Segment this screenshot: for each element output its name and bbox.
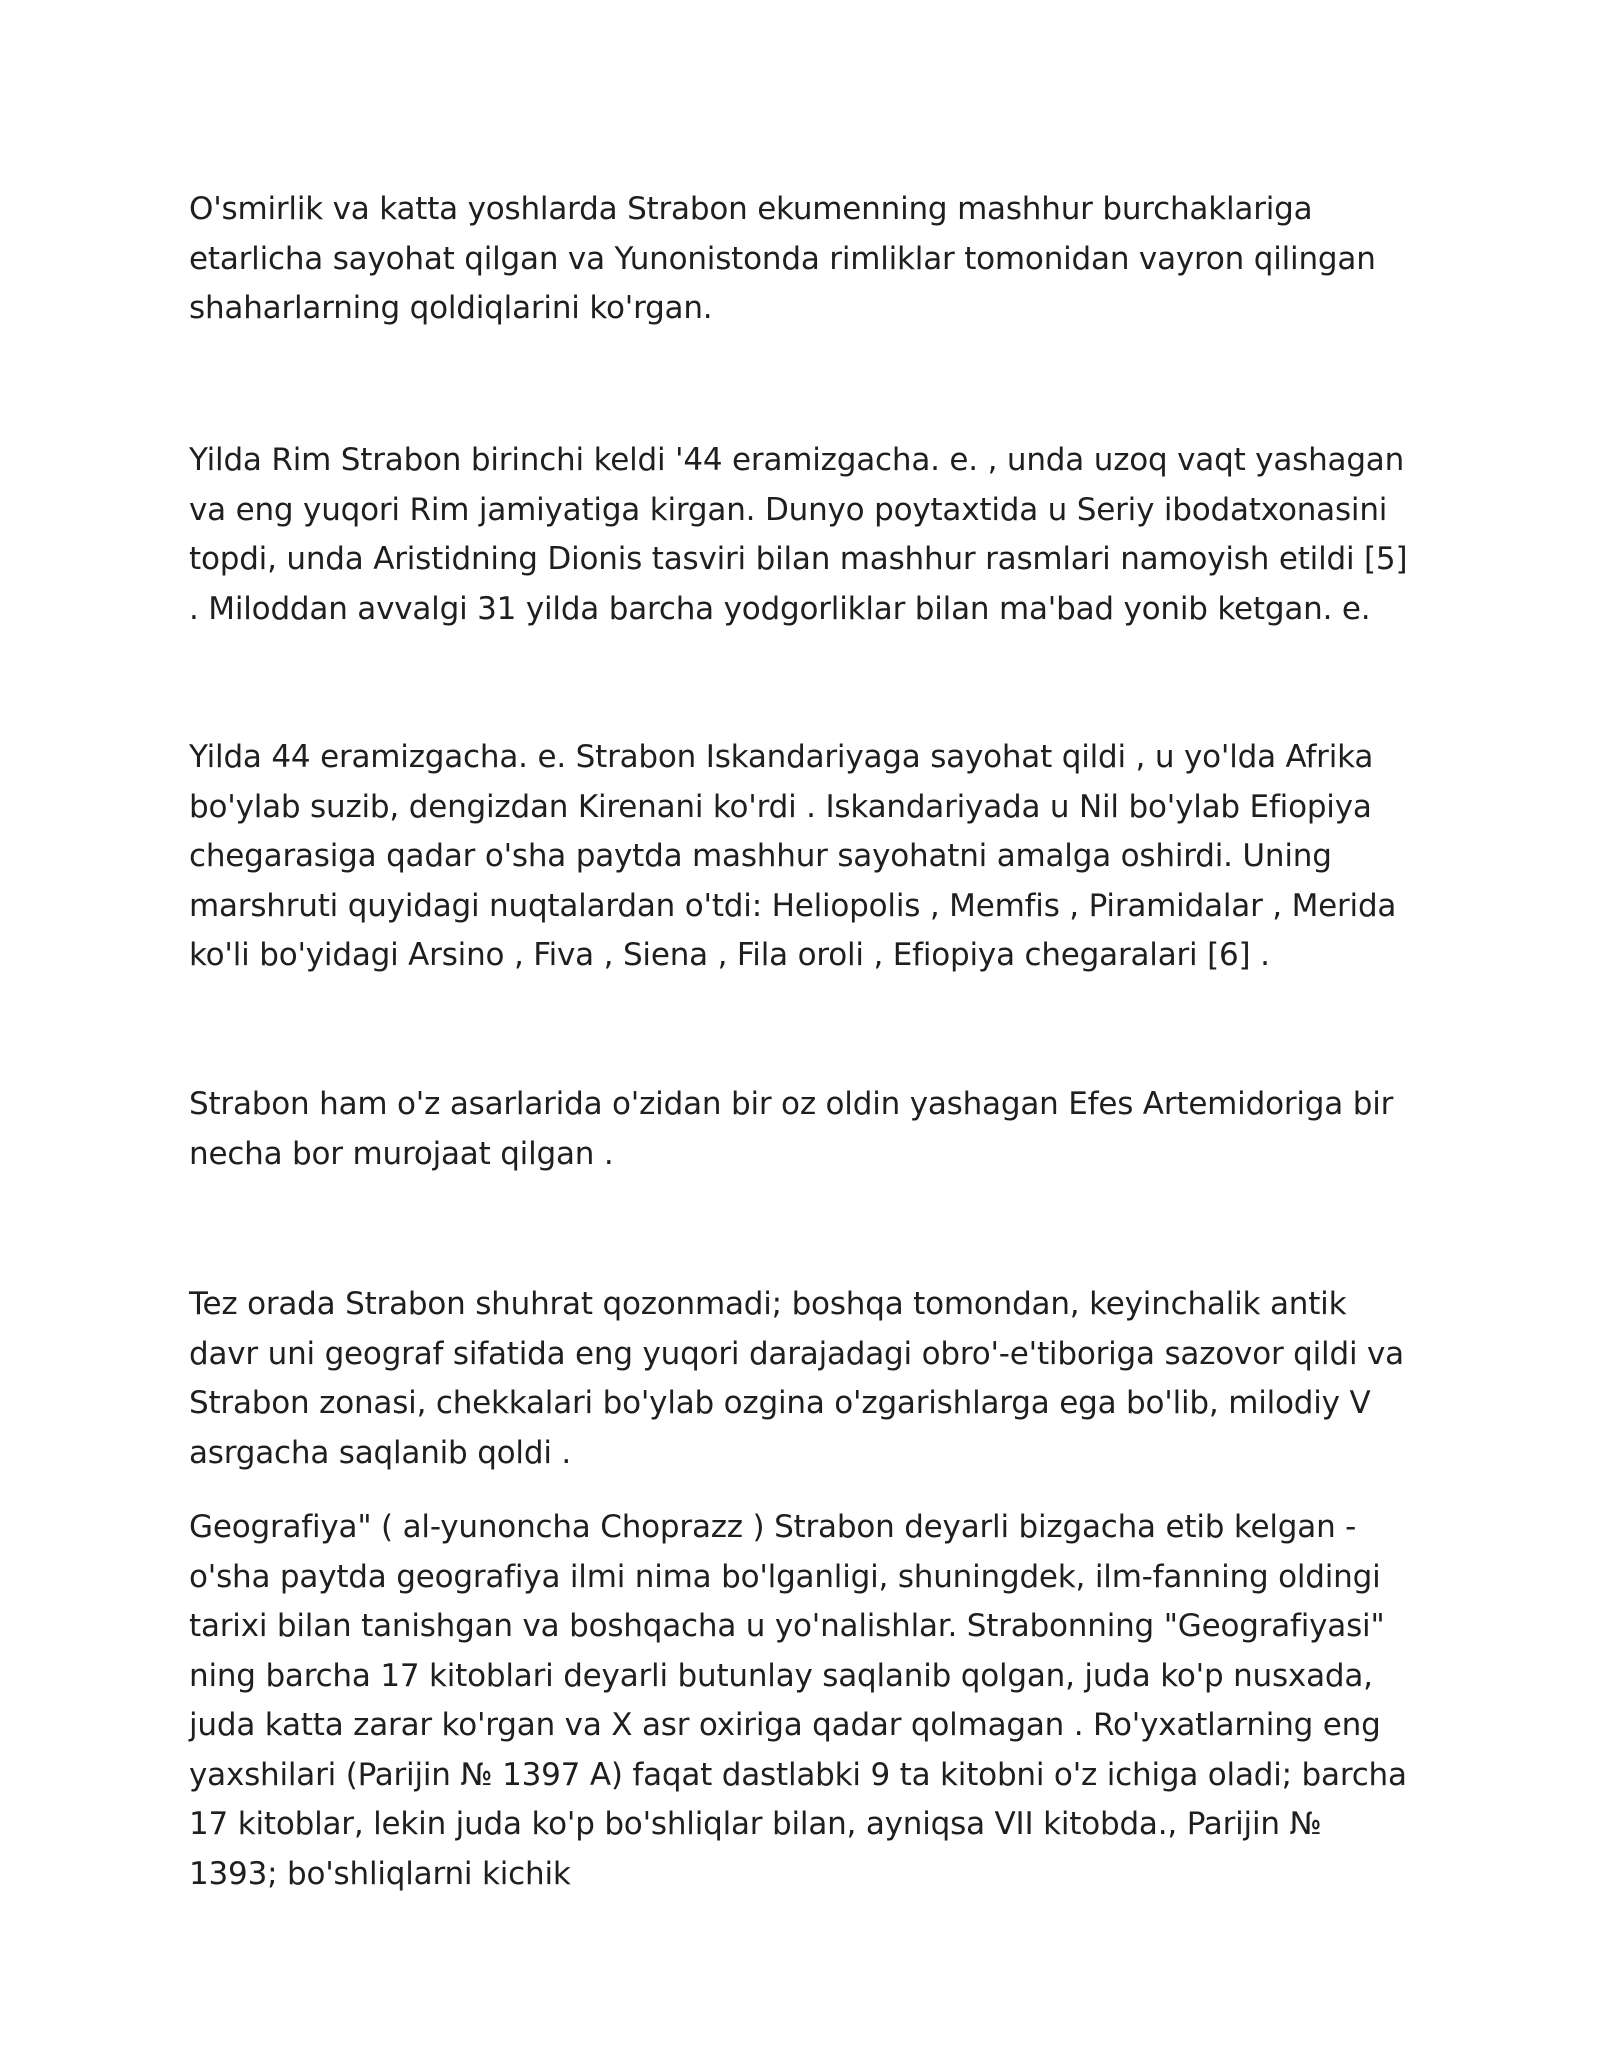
paragraph-6: Geografiya" ( al-yunoncha Choprazz ) Strabon deyarli bizgacha etib kelgan - o'sha paytda geografiya ilmi nima bo'lganligi, shuningdek, ilm-fanning oldingi tarixi bilan tanishgan va boshqacha u yo'nalishlar. Strabonning "Geografiyasi" ning barcha 17 kitoblari deyarli butunlay saqlanib qolgan, juda ko'p nusxada, juda katta zarar ko'rgan va X asr oxiriga qadar qolmagan . Ro'yxatlarning eng yaxshilari (Parijin № 1397 A) faqat dastlabki 9 ta kitobni o'z ichiga oladi; barcha 17 kitoblar, lekin juda ko'p bo'shliqlar bilan, ayniqsa VII kitobda., Parijin № 1393; bo'shliqlarni kichik [189,1509,1407,1892]
paragraph-5: Tez orada Strabon shuhrat qozonmadi; boshqa tomondan, keyinchalik antik davr uni geograf sifatida eng yuqori darajadagi obro'-e'tiboriga sazovor qildi va Strabon zonasi, chekkalari bo'ylab ozgina o'zgarishlarga ega bo'lib, milodiy V asrgacha saqlanib qoldi . [189,1286,1404,1471]
paragraph-3: Yilda 44 eramizgacha. e. Strabon Iskandariyaga sayohat qildi , u yo'lda Afrika bo'ylab suzib, dengizdan Kirenani ko'rdi . Iskandariyada u Nil bo'ylab Efiopiya chegarasiga qadar o'sha paytda mashhur sayohatni amalga oshirdi. Uning marshruti quyidagi nuqtalardan o'tdi: Heliopolis , Memfis , Piramidalar , Merida ko'li bo'yidagi Arsino , Fiva , Siena , Fila oroli , Efiopiya chegaralari [6] . [189,739,1397,973]
paragraph-4: Strabon ham o'z asarlarida o'zidan bir oz oldin yashagan Efes Artemidoriga bir necha bor murojaat qilgan . [189,1086,1394,1172]
paragraph-2: Yilda Rim Strabon birinchi keldi '44 eramizgacha. e. , unda uzoq vaqt yashagan va eng yuqori Rim jamiyatiga kirgan. Dunyo poytaxtida u Seriy ibodatxonasini topdi, unda Aristidning Dionis tasviri bilan mashhur rasmlari namoyish etildi [5] . Miloddan avvalgi 31 yilda barcha yodgorliklar bilan ma'bad yonib ketgan. e. [189,442,1408,627]
paragraph-1: O'smirlik va katta yoshlarda Strabon ekumenning mashhur burchaklariga etarlicha sayohat qilgan va Yunonistonda rimliklar tomonidan vayron qilingan shaharlarning qoldiqlarini ko'rgan. [189,191,1376,326]
